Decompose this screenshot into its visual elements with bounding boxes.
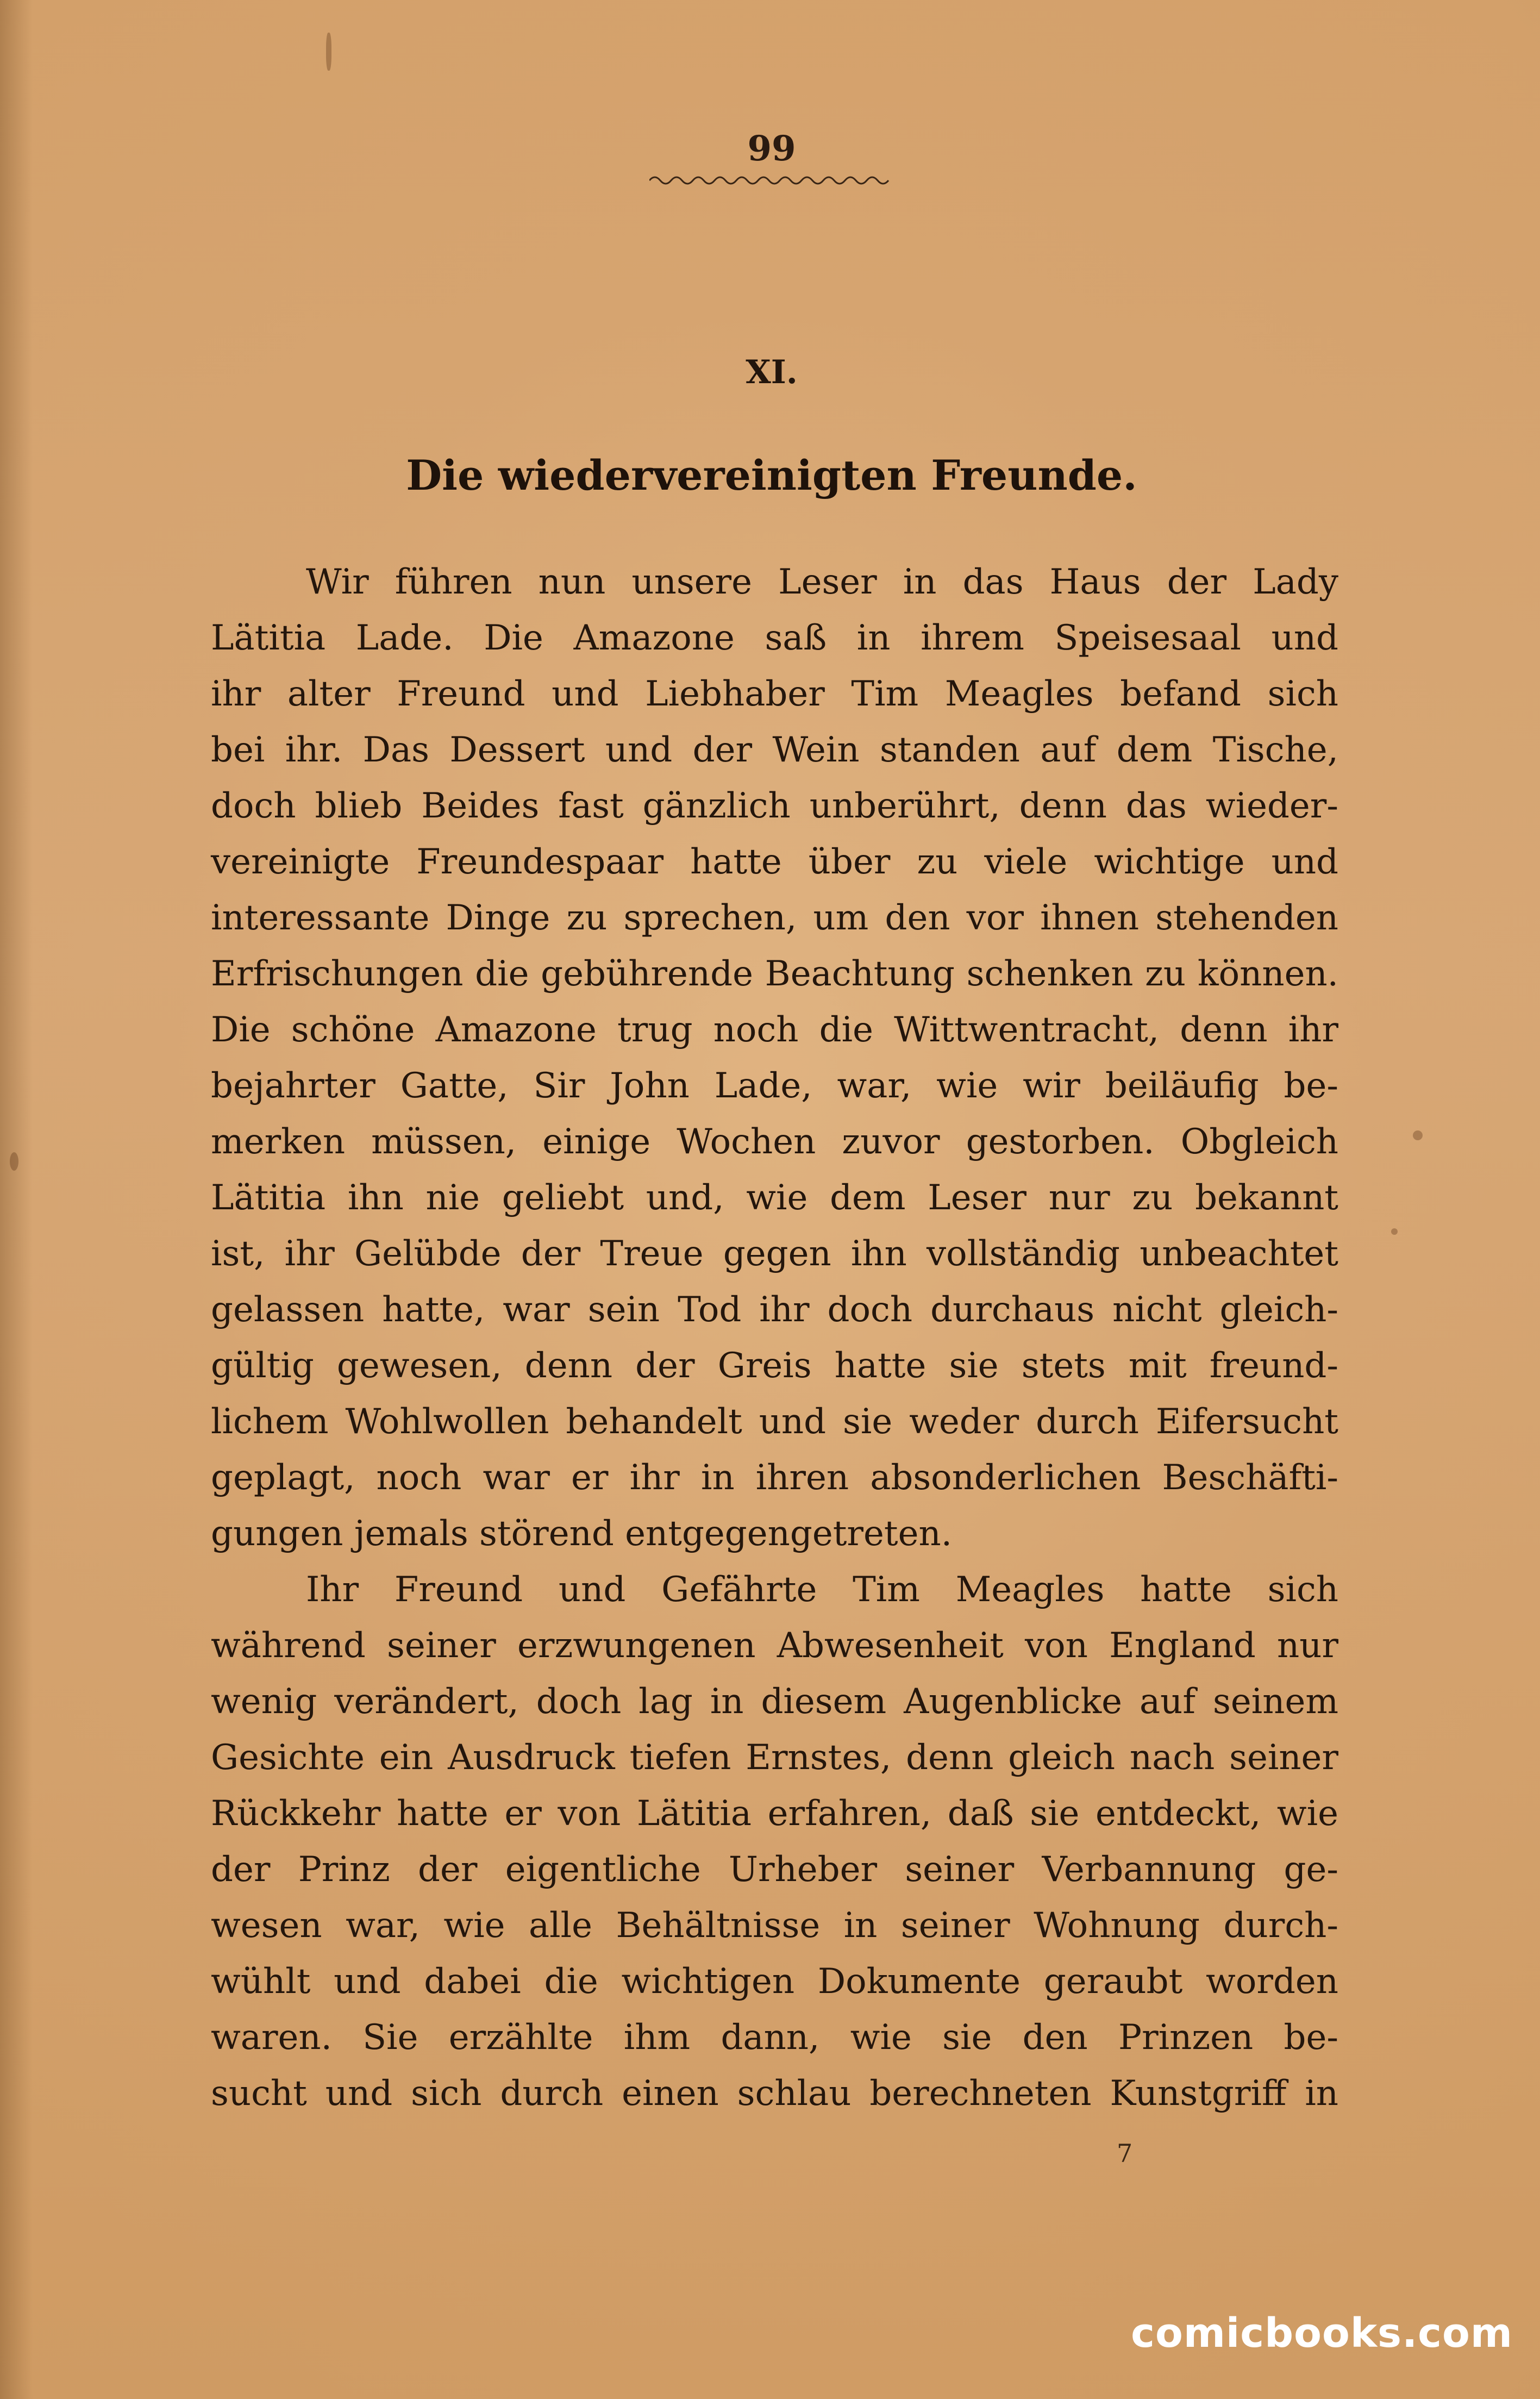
text-line: waren. Sie erzählte ihm dann, wie sie den Prinzen be- [211, 2017, 1338, 2058]
text-line: doch blieb Beides fast gänzlich unberührt, denn das wieder- [211, 786, 1338, 826]
text-line: Lätitia Lade. Die Amazone saß in ihrem Speisesaal und [211, 618, 1338, 658]
text-line: geplagt, noch war er ihr in ihren absonderlichen Beschäfti- [211, 1458, 1338, 1498]
text-line: gelassen hatte, war sein Tod ihr doch durchaus nicht gleich- [211, 1290, 1338, 1330]
paper-stain [1391, 1228, 1398, 1235]
text-line: Rückkehr hatte er von Lätitia erfahren, daß sie entdeckt, wie [211, 1794, 1338, 1834]
text-line: Ihr Freund und Gefährte Tim Meagles hatte sich [306, 1570, 1338, 1610]
text-line: sucht und sich durch einen schlau berechneten Kunstgriff in [211, 2073, 1338, 2114]
watermark: comicbooks.com [1131, 2310, 1513, 2357]
signature-mark: 7 [1117, 2139, 1133, 2168]
paragraph-2 [211, 1562, 1338, 2122]
chapter-title: Die wiedervereinigten Freunde. [406, 451, 1137, 499]
text-line: vereinigte Freundespaar hatte über zu viele wichtige und [211, 842, 1338, 882]
text-line: gültig gewesen, denn der Greis hatte sie stets mit freund- [211, 1346, 1338, 1386]
text-line: wenig verändert, doch lag in diesem Augenblicke auf seinem [211, 1682, 1338, 1722]
text-line: wesen war, wie alle Behältnisse in seiner Wohnung durch- [211, 1906, 1338, 1946]
text-line: der Prinz der eigentliche Urheber seiner Verbannung ge- [211, 1850, 1338, 1890]
text-line: wühlt und dabei die wichtigen Dokumente geraubt worden [211, 1961, 1338, 2002]
paper-stain [1413, 1130, 1423, 1140]
chapter-number: XI. [746, 353, 798, 391]
paragraph-1 [211, 554, 1338, 1562]
text-line: Erfrischungen die gebührende Beachtung schenken zu können. [211, 954, 1338, 994]
page-edge-shadow [0, 0, 33, 2399]
text-line: bejahrter Gatte, Sir John Lade, war, wie wir beiläufig be- [211, 1066, 1338, 1106]
text-line: gungen jemals störend entgegengetreten. [211, 1514, 953, 1554]
text-line: Die schöne Amazone trug noch die Wittwentracht, denn ihr [211, 1010, 1338, 1050]
text-line: ihr alter Freund und Liebhaber Tim Meagles befand sich [211, 674, 1338, 714]
page-number: 99 [747, 128, 796, 169]
text-line: während seiner erzwungenen Abwesenheit von England nur [211, 1626, 1338, 1666]
paper-stain [326, 33, 331, 71]
text-line: ist, ihr Gelübde der Treue gegen ihn vollständig unbeachtet [211, 1234, 1338, 1274]
text-line: interessante Dinge zu sprechen, um den vor ihnen stehenden [211, 898, 1338, 938]
text-line: Lätitia ihn nie geliebt und, wie dem Leser nur zu bekannt [211, 1178, 1338, 1218]
body-text [211, 554, 1338, 2122]
wavy-rule-ornament [649, 173, 894, 187]
text-line: Gesichte ein Ausdruck tiefen Ernstes, denn gleich nach seiner [211, 1738, 1338, 1778]
text-line: Wir führen nun unsere Leser in das Haus der Lady [306, 562, 1338, 602]
paper-stain [10, 1152, 18, 1171]
text-line: lichem Wohlwollen behandelt und sie weder durch Eifersucht [211, 1402, 1338, 1442]
text-line: merken müssen, einige Wochen zuvor gestorben. Obgleich [211, 1122, 1338, 1162]
text-line: bei ihr. Das Dessert und der Wein standen auf dem Tische, [211, 730, 1338, 770]
